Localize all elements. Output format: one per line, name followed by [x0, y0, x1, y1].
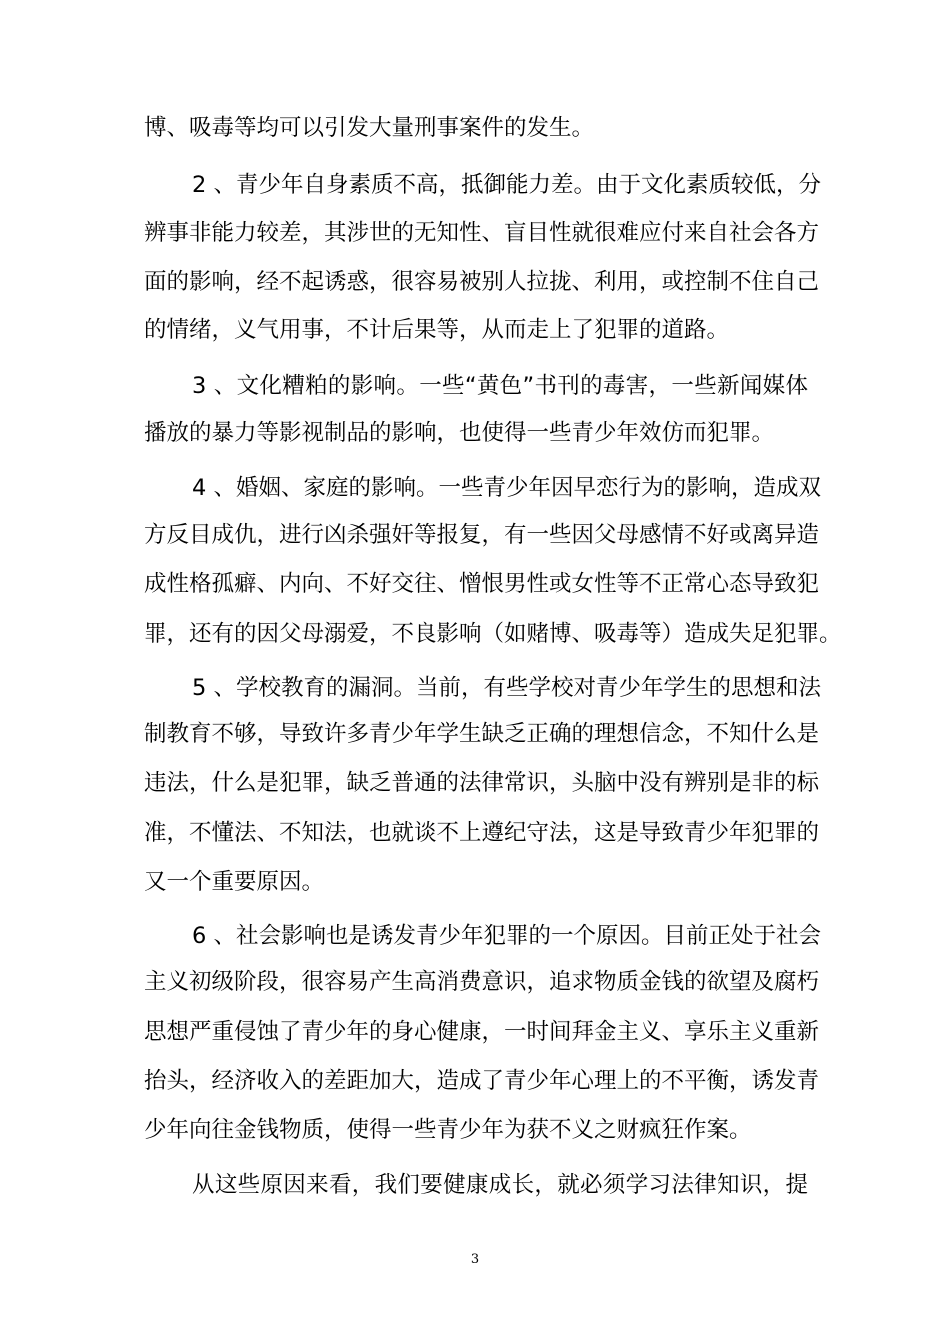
text-line: 2 、青少年自身素质不高，抵御能力差。由于文化素质较低，分: [192, 172, 821, 198]
text-line: 制教育不够，导致许多青少年学生缺乏正确的理想信念，不知什么是: [144, 721, 820, 747]
text-line: 罪，还有的因父母溺爱，不良影响（如赌博、吸毒等）造成失足犯罪。: [144, 621, 842, 647]
text-line: 博、吸毒等均可以引发大量刑事案件的发生。: [144, 115, 595, 141]
page-number: 3: [470, 1252, 480, 1267]
text-line: 从这些原因来看，我们要健康成长，就必须学习法律知识，提: [192, 1172, 808, 1198]
text-line: 4 、婚姻、家庭的影响。一些青少年因早恋行为的影响，造成双: [192, 475, 821, 501]
text-line: 抬头，经济收入的差距加大，造成了青少年心理上的不平衡，诱发青: [144, 1068, 820, 1094]
text-line: 5 、学校教育的漏洞。当前，有些学校对青少年学生的思想和法: [192, 675, 821, 701]
text-line: 的情绪，义气用事，不计后果等，从而走上了犯罪的道路。: [144, 317, 730, 343]
text-line: 方反目成仇，进行凶杀强奸等报复，有一些因父母感情不好或离异造: [144, 522, 820, 548]
text-line: 少年向往金钱物质，使得一些青少年为获不义之财疯狂作案。: [144, 1117, 752, 1143]
text-line: 6 、社会影响也是诱发青少年犯罪的一个原因。目前正处于社会: [192, 923, 821, 949]
text-line: 辨事非能力较差，其涉世的无知性、盲目性就很难应付来自社会各方: [144, 220, 820, 246]
text-line: 面的影响，经不起诱惑，很容易被别人拉拢、利用，或控制不住自己: [144, 269, 820, 295]
text-line: 播放的暴力等影视制品的影响，也使得一些青少年效仿而犯罪。: [144, 420, 775, 446]
text-line: 又一个重要原因。: [144, 869, 325, 895]
text-line: 主义初级阶段，很容易产生高消费意识，追求物质金钱的欲望及腐朽: [144, 969, 820, 995]
text-line: 3 、文化糟粕的影响。一些“黄色”书刊的毒害，一些新闻媒体: [192, 373, 808, 399]
text-line: 违法，什么是犯罪，缺乏普通的法律常识，头脑中没有辨别是非的标: [144, 770, 820, 796]
text-line: 成性格孤癖、内向、不好交往、憎恨男性或女性等不正常心态导致犯: [144, 571, 820, 597]
text-line: 思想严重侵蚀了青少年的身心健康，一时间拜金主义、享乐主义重新: [144, 1019, 820, 1045]
text-line: 准，不懂法、不知法，也就谈不上遵纪守法，这是导致青少年犯罪的: [144, 820, 820, 846]
